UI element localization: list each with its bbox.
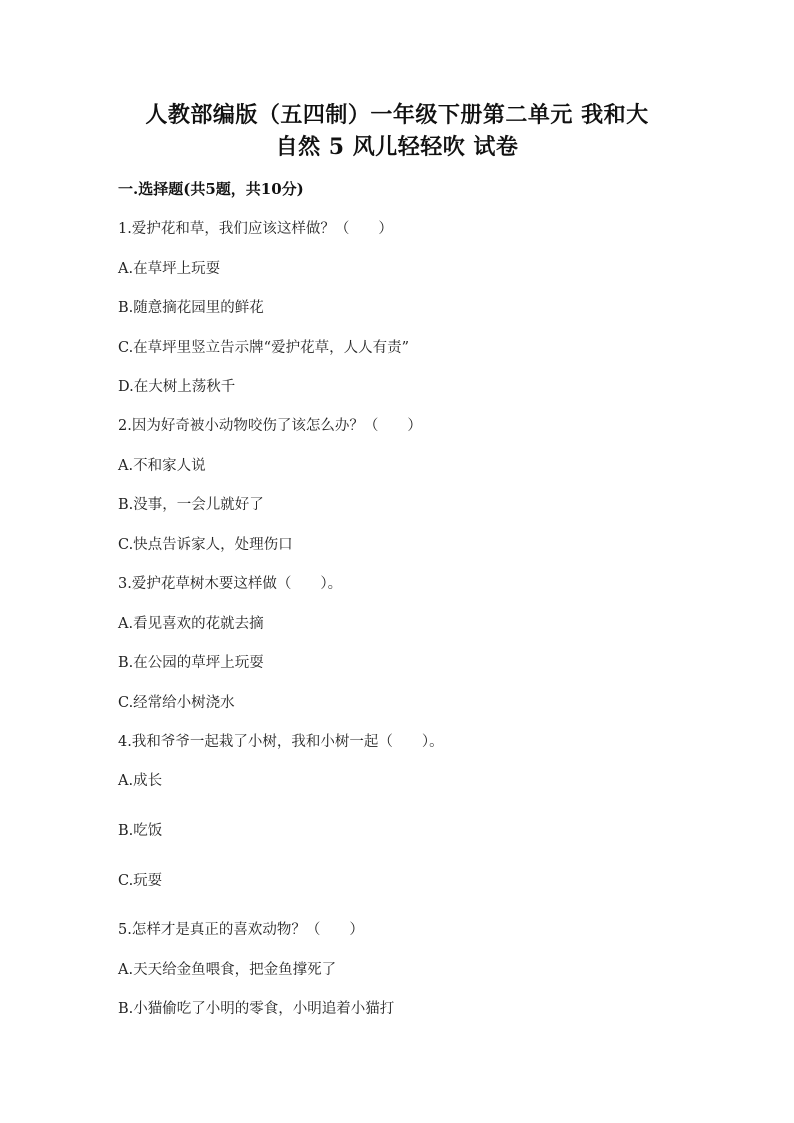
question-1-option-d: D.在大树上荡秋千 bbox=[118, 379, 236, 395]
question-5-option-a: A.天天给金鱼喂食，把金鱼撑死了 bbox=[118, 962, 337, 978]
question-1-stem: 1.爱护花和草，我们应该这样做？（ ） bbox=[118, 221, 393, 237]
question-3-option-c: C.经常给小树浇水 bbox=[118, 695, 235, 711]
question-4-stem: 4.我和爷爷一起栽了小树，我和小树一起（ ）。 bbox=[118, 734, 444, 750]
question-5-stem: 5.怎样才是真正的喜欢动物？（ ） bbox=[118, 922, 364, 938]
question-4-option-a: A.成长 bbox=[118, 773, 163, 789]
question-2-option-c: C.快点告诉家人，处理伤口 bbox=[118, 537, 293, 553]
question-1-option-a: A.在草坪上玩耍 bbox=[118, 261, 221, 277]
page-title-line-1: 人教部编版（五四制）一年级下册第二单元 我和大 bbox=[145, 102, 649, 128]
question-4-option-c: C.玩耍 bbox=[118, 873, 163, 889]
question-1-option-c: C.在草坪里竖立告示牌“爱护花草，人人有责” bbox=[118, 340, 410, 356]
question-1-option-b: B.随意摘花园里的鲜花 bbox=[118, 300, 264, 316]
question-2-option-b: B.没事，一会儿就好了 bbox=[118, 497, 264, 513]
question-3-option-b: B.在公园的草坪上玩耍 bbox=[118, 655, 264, 671]
question-3-stem: 3.爱护花草树木要这样做（ ）。 bbox=[118, 576, 343, 592]
question-4-option-b: B.吃饭 bbox=[118, 823, 163, 839]
question-3-option-a: A.看见喜欢的花就去摘 bbox=[118, 616, 264, 632]
page-title-line-2: 自然 5 风儿轻轻吹 试卷 bbox=[275, 134, 519, 160]
question-2-stem: 2.因为好奇被小动物咬伤了该怎么办？（ ） bbox=[118, 418, 422, 434]
question-2-option-a: A.不和家人说 bbox=[118, 458, 206, 474]
question-5-option-b: B.小猫偷吃了小明的零食，小明追着小猫打 bbox=[118, 1001, 395, 1017]
section-heading: 一.选择题(共5题，共10分) bbox=[118, 180, 304, 198]
